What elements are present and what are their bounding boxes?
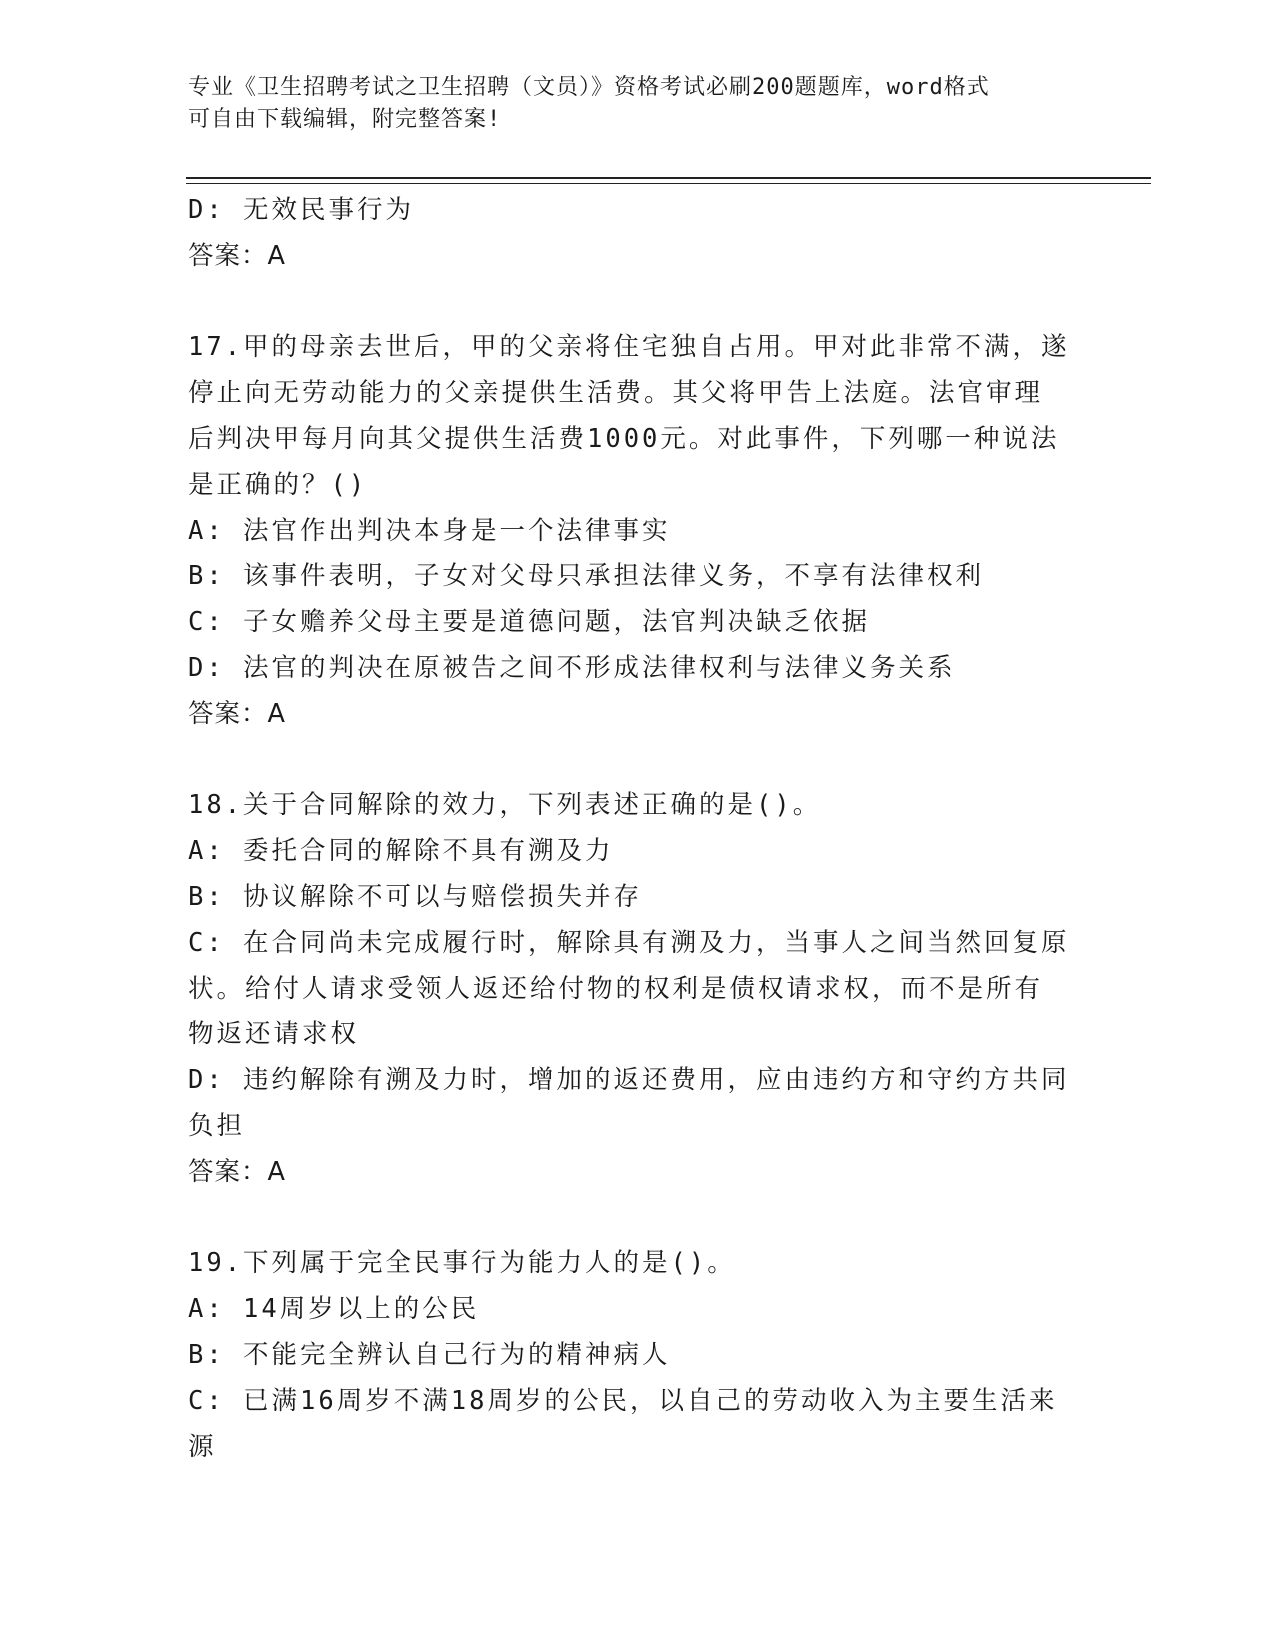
option-d-line: 负担 (188, 1110, 246, 1141)
option-a: A: 14周岁以上的公民 (188, 1294, 480, 1325)
option-d: D: 法官的判决在原被告之间不形成法律权利与法律义务关系 (188, 652, 956, 683)
option-a: A: 委托合同的解除不具有溯及力 (188, 836, 614, 867)
option-c: C: 子女赡养父母主要是道德问题，法官判决缺乏依据 (188, 607, 871, 638)
header-rule-thin (186, 183, 1151, 184)
question-stem-line: 是正确的？() (188, 469, 368, 500)
answer: 答案：A (188, 1156, 286, 1187)
option-b: B: 协议解除不可以与赔偿损失并存 (188, 881, 643, 912)
question-stem-line: 停止向无劳动能力的父亲提供生活费。其父将甲告上法庭。法官审理 (188, 378, 1044, 409)
option-c-line: C: 在合同尚未完成履行时，解除具有溯及力，当事人之间当然回复原 (188, 927, 1070, 958)
option-c-line: 状。给付人请求受领人返还给付物的权利是债权请求权，而不是所有 (188, 973, 1044, 1004)
answer: 答案：A (188, 240, 286, 271)
spacer (188, 1196, 1088, 1242)
question-16-tail (188, 188, 1088, 280)
question-18 (188, 783, 1088, 1195)
option-c-line: 源 (188, 1431, 217, 1462)
question-stem-line: 后判决甲每月向其父提供生活费1000元。对此事件，下列哪一种说法 (188, 423, 1060, 454)
answer: 答案：A (188, 698, 286, 729)
header-line-2: 可自由下载编辑，附完整答案! (188, 107, 502, 132)
question-stem-line: 17.甲的母亲去世后，甲的父亲将住宅独自占用。甲对此非常不满，遂 (188, 332, 1070, 363)
header-line-1: 专业《卫生招聘考试之卫生招聘（文员）》资格考试必刷200题题库，word格式 (188, 75, 990, 100)
spacer (188, 280, 1088, 326)
option-b: B: 该事件表明，子女对父母只承担法律义务，不享有法律权利 (188, 561, 985, 592)
document-header (188, 72, 1088, 136)
option-d: D: 无效民事行为 (188, 195, 415, 225)
question-list (188, 188, 1088, 1470)
option-a: A: 法官作出判决本身是一个法律事实 (188, 515, 671, 546)
question-stem: 18.关于合同解除的效力，下列表述正确的是()。 (188, 790, 822, 821)
option-d-line: D: 违约解除有溯及力时，增加的返还费用，应由违约方和守约方共同 (188, 1065, 1070, 1096)
option-b: B: 不能完全辨认自己行为的精神病人 (188, 1339, 671, 1370)
option-c-line: 物返还请求权 (188, 1019, 360, 1050)
question-19 (188, 1241, 1088, 1470)
question-stem: 19.下列属于完全民事行为能力人的是()。 (188, 1248, 736, 1279)
question-17 (188, 325, 1088, 737)
header-rule-thick (186, 177, 1151, 179)
option-c-line: C: 已满16周岁不满18周岁的公民，以自己的劳动收入为主要生活来 (188, 1385, 1058, 1416)
spacer (188, 738, 1088, 784)
